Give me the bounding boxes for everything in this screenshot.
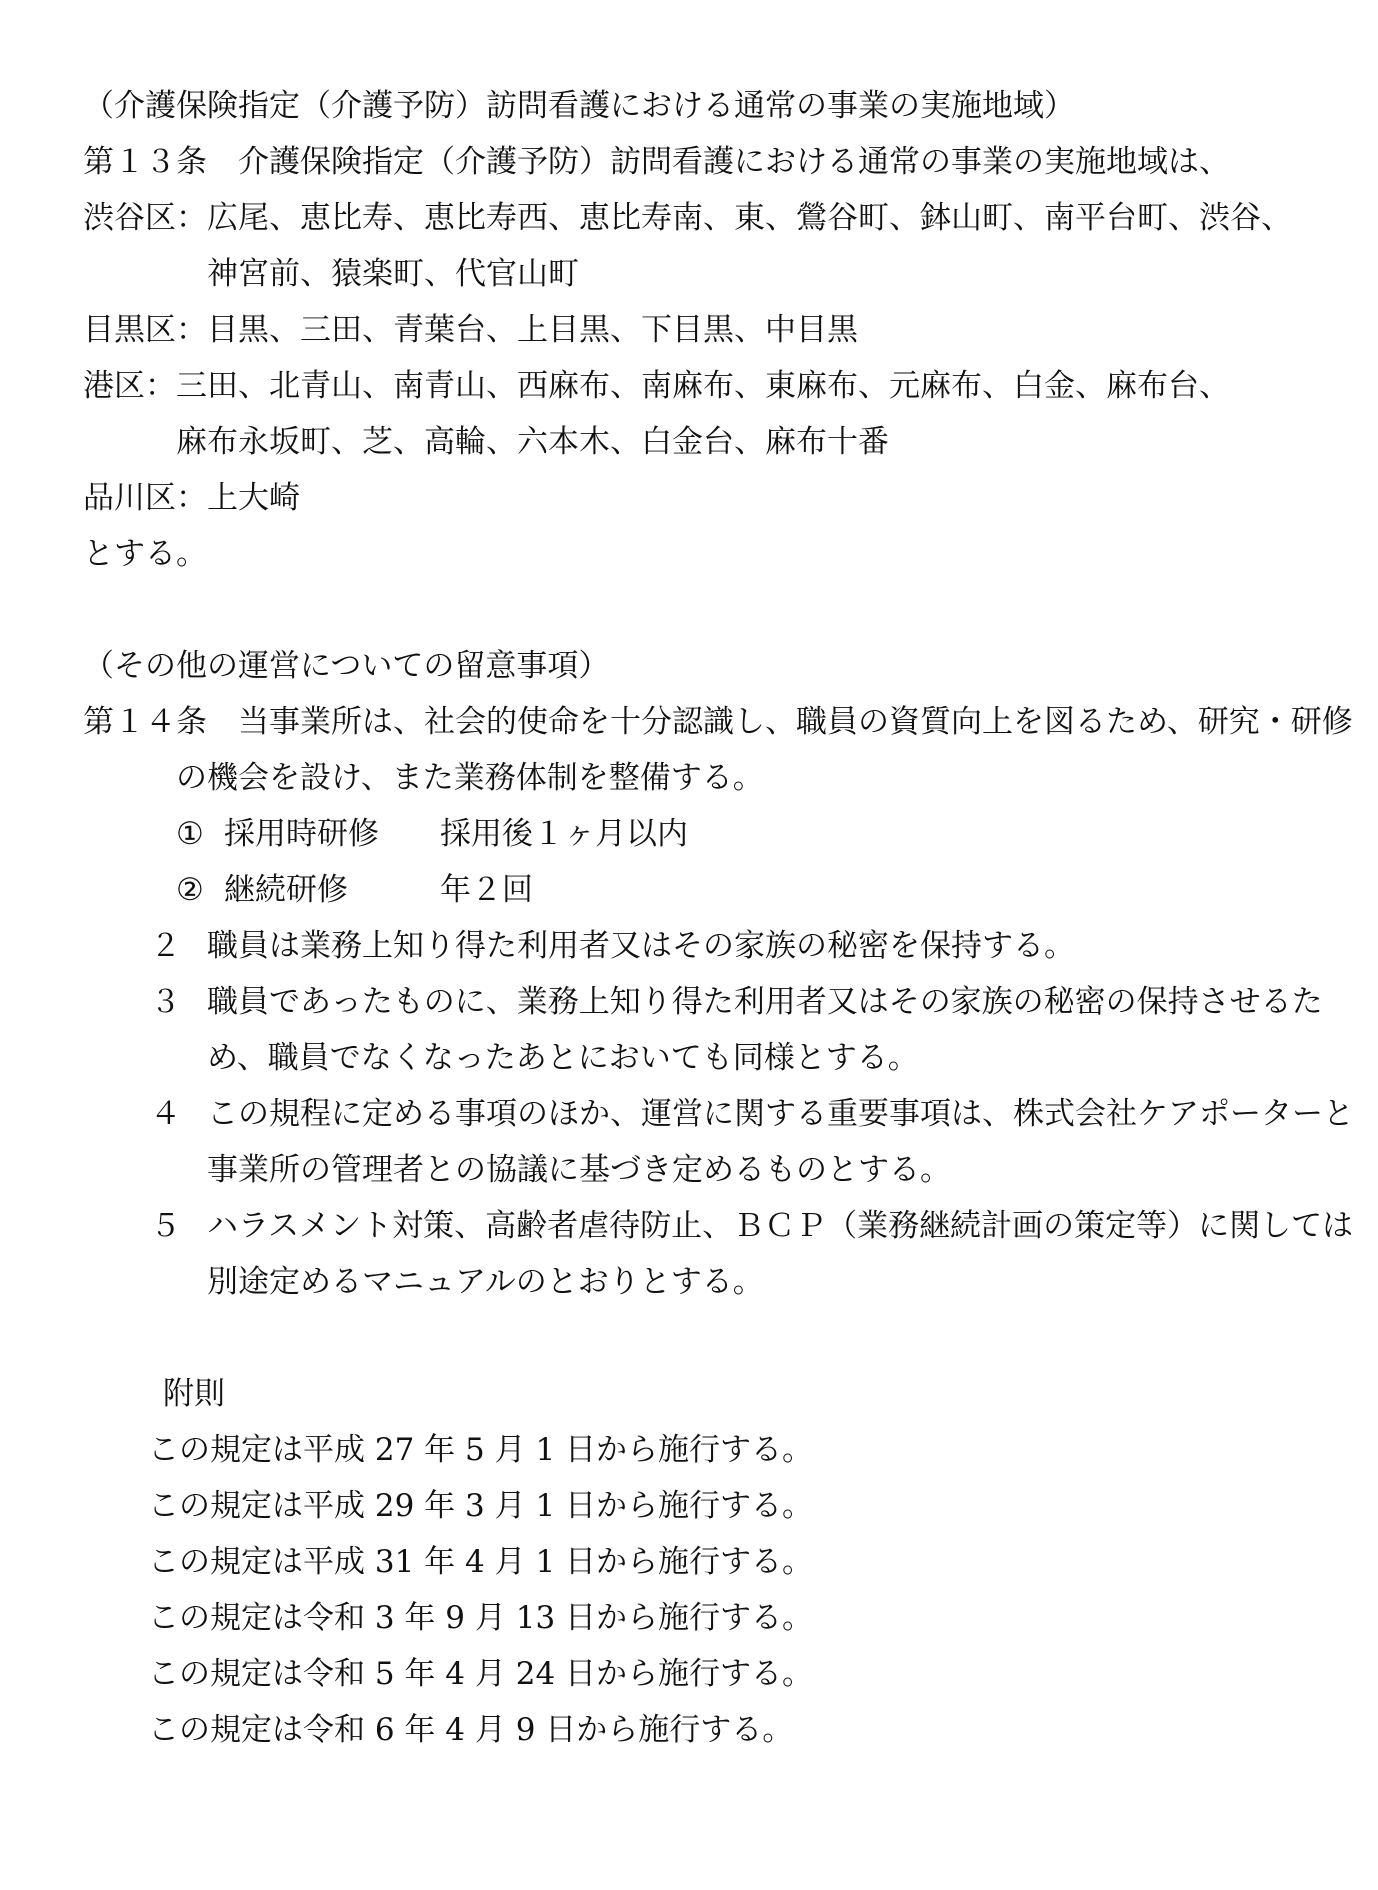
area-minato-line-1: 港区：三田、北青山、南青山、西麻布、南麻布、東麻布、元麻布、白金、麻布台、 — [83, 368, 1230, 404]
clause-text: この規程に定める事項のほか、運営に関する重要事項は、株式会社ケアポーターと — [207, 1096, 1354, 1132]
clause-text: 職員であったものに、業務上知り得た利用者又はその家族の秘密の保持させるた — [207, 984, 1323, 1020]
clause-number: ２ — [150, 928, 181, 964]
article13-heading: （介護保険指定（介護予防）訪問看護における通常の事業の実施地域） — [83, 88, 1075, 124]
article14-lead-line-2: の機会を設け、また業務体制を整備する。 — [176, 760, 764, 796]
article14-lead-line-1: 第１４条 当事業所は、社会的使命を十分認識し、職員の資質向上を図るため、研究・研修 — [83, 704, 1353, 740]
clause-text: 別途定めるマニュアルのとおりとする。 — [207, 1264, 764, 1300]
area-minato-line-2: 麻布永坂町、芝、高輪、六本木、白金台、麻布十番 — [176, 424, 889, 460]
supplementary-entry: この規定は平成 31 年 4 月 1 日から施行する。 — [148, 1544, 814, 1580]
area-shibuya-line-2: 神宮前、猿楽町、代官山町 — [207, 256, 579, 292]
supplementary-entry: この規定は令和 6 年 4 月 9 日から施行する。 — [148, 1712, 794, 1748]
clause-number: ３ — [150, 984, 181, 1020]
clause-text: め、職員でなくなったあとにおいても同様とする。 — [207, 1040, 919, 1076]
clause-text: 事業所の管理者との協議に基づき定めるものとする。 — [207, 1152, 951, 1188]
area-shinagawa: 品川区：上大崎 — [83, 480, 300, 516]
clause-text: ハラスメント対策、高齢者虐待防止、ＢＣＰ（業務継続計画の策定等）に関しては — [207, 1208, 1354, 1244]
clause-number: ４ — [150, 1096, 181, 1132]
supplementary-entry: この規定は平成 27 年 5 月 1 日から施行する。 — [148, 1432, 814, 1468]
clause-text: 職員は業務上知り得た利用者又はその家族の秘密を保持する。 — [207, 928, 1075, 964]
area-shibuya-line-1: 渋谷区：広尾、恵比寿、恵比寿西、恵比寿南、東、鶯谷町、鉢山町、南平台町、渋谷、 — [83, 200, 1292, 236]
area-meguro: 目黒区：目黒、三田、青葉台、上目黒、下目黒、中目黒 — [83, 312, 858, 348]
training-mark: ② — [176, 872, 204, 908]
article13-lead: 第１３条 介護保険指定（介護予防）訪問看護における通常の事業の実施地域は、 — [83, 144, 1230, 180]
training-name: 採用時研修 — [224, 816, 379, 852]
supplementary-entry: この規定は平成 29 年 3 月 1 日から施行する。 — [148, 1488, 814, 1524]
supplementary-entry: この規定は令和 3 年 9 月 13 日から施行する。 — [148, 1600, 814, 1636]
training-name: 継続研修 — [224, 872, 348, 908]
supplementary-heading: 附則 — [163, 1376, 225, 1412]
supplementary-entry: この規定は令和 5 年 4 月 24 日から施行する。 — [148, 1656, 814, 1692]
clause-number: ５ — [150, 1208, 181, 1244]
article13-closing: とする。 — [83, 536, 207, 572]
article14-heading: （その他の運営についての留意事項） — [83, 648, 610, 684]
training-mark: ① — [176, 816, 204, 852]
training-timing: 年２回 — [440, 872, 533, 908]
training-timing: 採用後１ヶ月以内 — [440, 816, 688, 852]
